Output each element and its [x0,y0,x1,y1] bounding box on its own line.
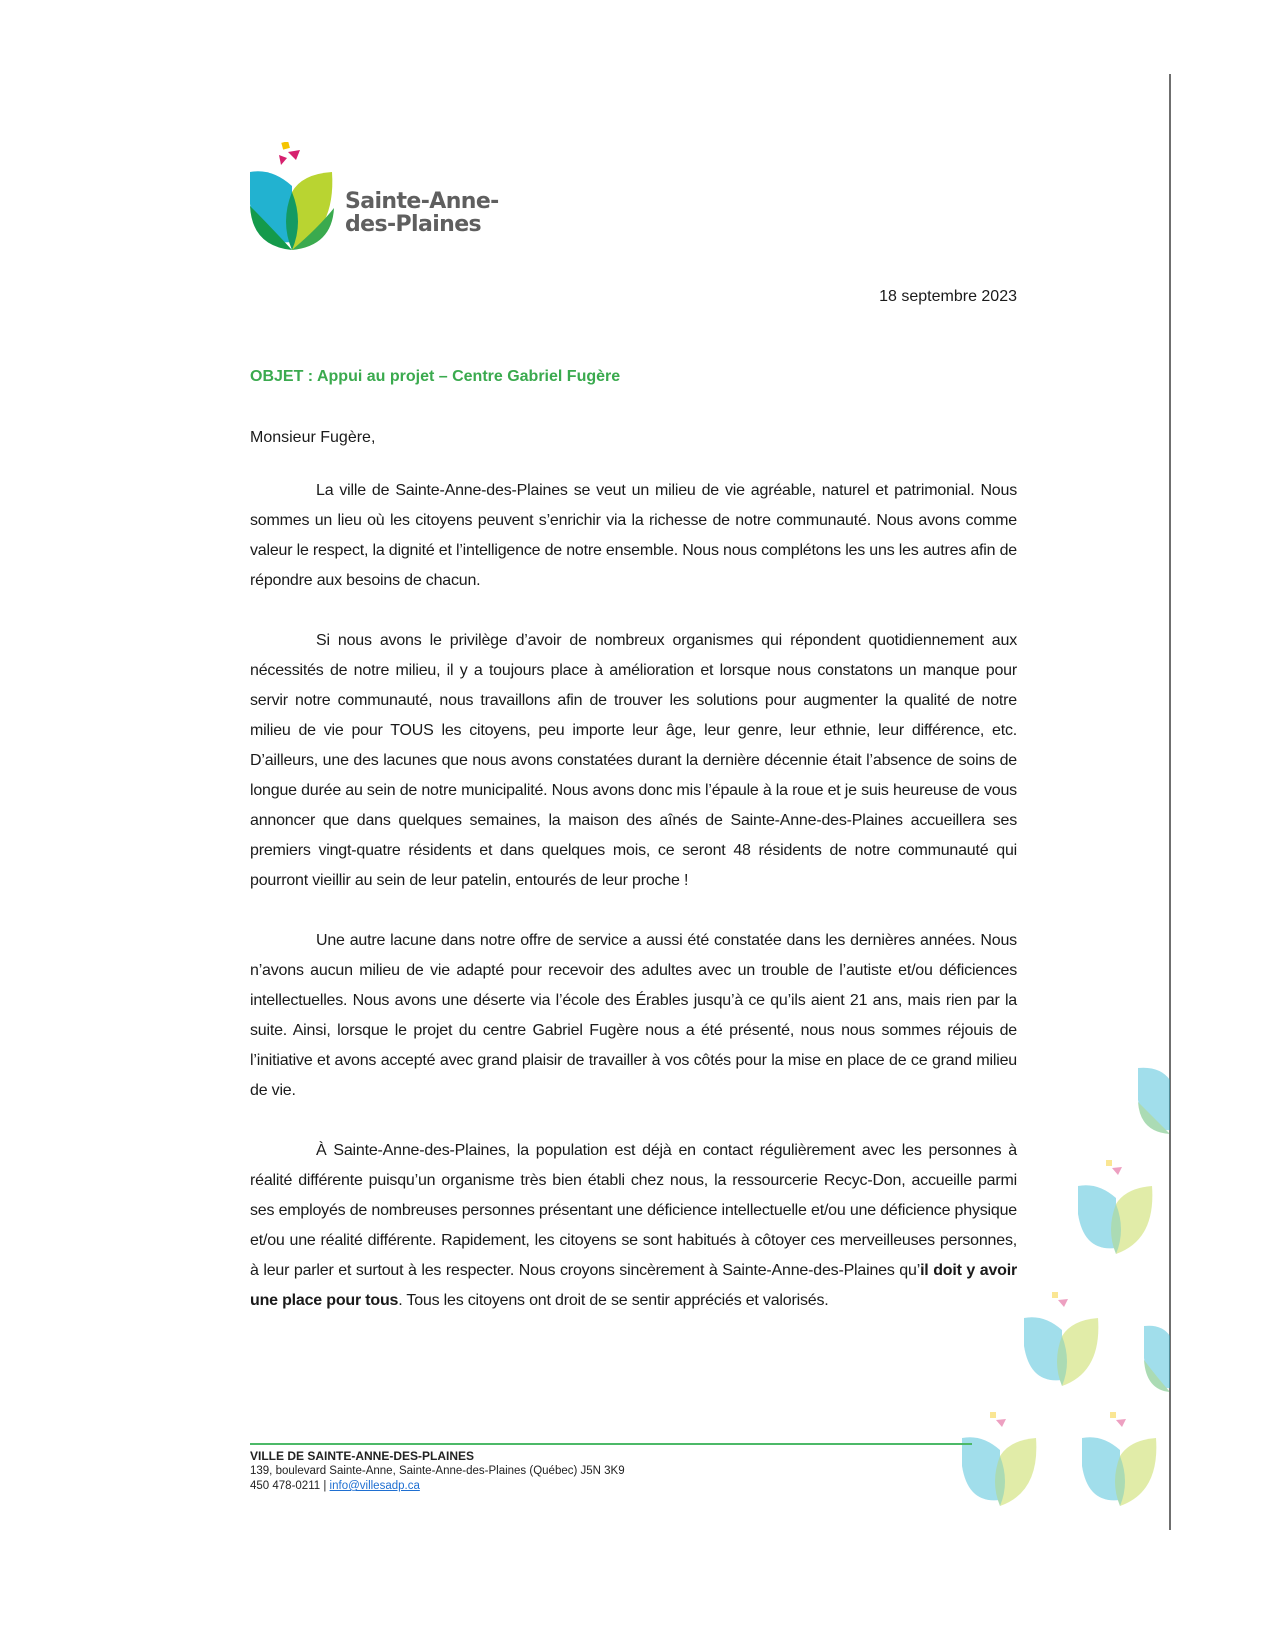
decorative-flower-icon [1138,1060,1170,1142]
paragraph-2: Si nous avons le privilège d’avoir de nombreux organismes qui répondent quotidiennement aux nécessités de notre milieu, il y a toujours place à amélioration et lorsque nous constatons un manque pour servir notre communauté, nous travaillons afin de trouver les solutions pour augmenter la qualité de notre milieu de vie pour TOUS les citoyens, peu importe leur âge, leur genre, leur ethnie, leur différence, etc. D’ailleurs, une des lacunes que nous avons constatées durant la dernière décennie était l’absence de soins de longue durée au sein de notre municipalité. Nous avons donc mis l’épaule à la roue et je suis heureuse de vous annoncer que dans quelques semaines, la maison des aînés de Sainte-Anne-des-Plaines accueillera ses premiers vingt-quatre résidents et dans quelques mois, ce seront 48 résidents de notre communauté qui pourront vieillir au sein de leur patelin, entourés de leur proche ! [250,632,1017,889]
decorative-flower-icon [1082,1412,1164,1512]
page-edge [1169,74,1171,1530]
letter-subject: OBJET : Appui au projet – Centre Gabriel Fugère [250,368,621,385]
paragraph-4-start: À Sainte-Anne-des-Plaines, la population est déjà en contact régulièrement avec les personnes à réalité différente puisqu’un organisme très bien établi chez nous, la ressourcerie Recyc-Don, accueille parmi ses employés de nombreuses personnes présentant une déficience intellectuelle et/ou une déficience physique et/ou une réalité différente. Rapidement, les citoyens se sont habitués à côtoyer ces merveilleuses personnes, à leur parler et surtout à les respecter. Nous croyons sincèrement à Sainte-Anne-des-Plaines qu’ [250,1142,1017,1279]
decorative-flower-icon [962,1412,1044,1512]
decorative-flower-icon [1078,1160,1160,1260]
footer-address: 139, boulevard Sainte-Anne, Sainte-Anne-des-Plaines (Québec) J5N 3K9 [250,1465,625,1477]
footer-organization: VILLE DE SAINTE-ANNE-DES-PLAINES [250,1449,475,1463]
paragraph-4 [250,1136,1017,1316]
letter-footer [250,1449,625,1494]
footer-divider [250,1443,972,1445]
flower-logo-icon [250,142,340,258]
letter-salutation: Monsieur Fugère, [250,429,376,446]
letter-body [250,476,1017,1346]
paragraph-1: La ville de Sainte-Anne-des-Plaines se veut un milieu de vie agréable, naturel et patrimonial. Nous sommes un lieu où les citoyens peuvent s’enrichir via la richesse de notre communauté. Nous avons comme valeur le respect, la dignité et l’intelligence de notre ensemble. Nous nous complétons les uns les autres afin de répondre aux besoins de chacun. [250,482,1017,589]
logo-line-2: des-Plaines [345,212,482,237]
paragraph-4-end: . Tous les citoyens ont droit de se sentir appréciés et valorisés. [398,1292,829,1309]
footer-separator: | [323,1480,327,1492]
footer-phone: 450 478-0211 [250,1480,321,1492]
decorative-flower-icon [1144,1318,1170,1398]
letter-date: 18 septembre 2023 [879,288,1017,305]
decorative-flower-icon [1024,1292,1106,1392]
footer-contact [250,1479,625,1494]
paragraph-3: Une autre lacune dans notre offre de service a aussi été constatée dans les dernières années. Nous n’avons aucun milieu de vie adapté pour recevoir des adultes avec un trouble de l’autiste et/ou déficiences intellectuelles. Nous avons une déserte via l’école des Érables jusqu’à ce qu’ils aient 21 ans, mais rien par la suite. Ainsi, lorsque le projet du centre Gabriel Fugère nous a été présenté, nous nous sommes réjouis de l’initiative et avons accepté avec grand plaisir de travailler à vos côtés pour la mise en place de ce grand milieu de vie. [250,932,1017,1099]
logo-wordmark [345,190,499,236]
city-logo [250,142,510,260]
footer-email-link[interactable]: info@villesadp.ca [329,1480,420,1492]
paragraph-4-emphasis: il doit y avoir une place pour tous [250,1262,1017,1309]
logo-line-1: Sainte-Anne- [345,189,499,214]
